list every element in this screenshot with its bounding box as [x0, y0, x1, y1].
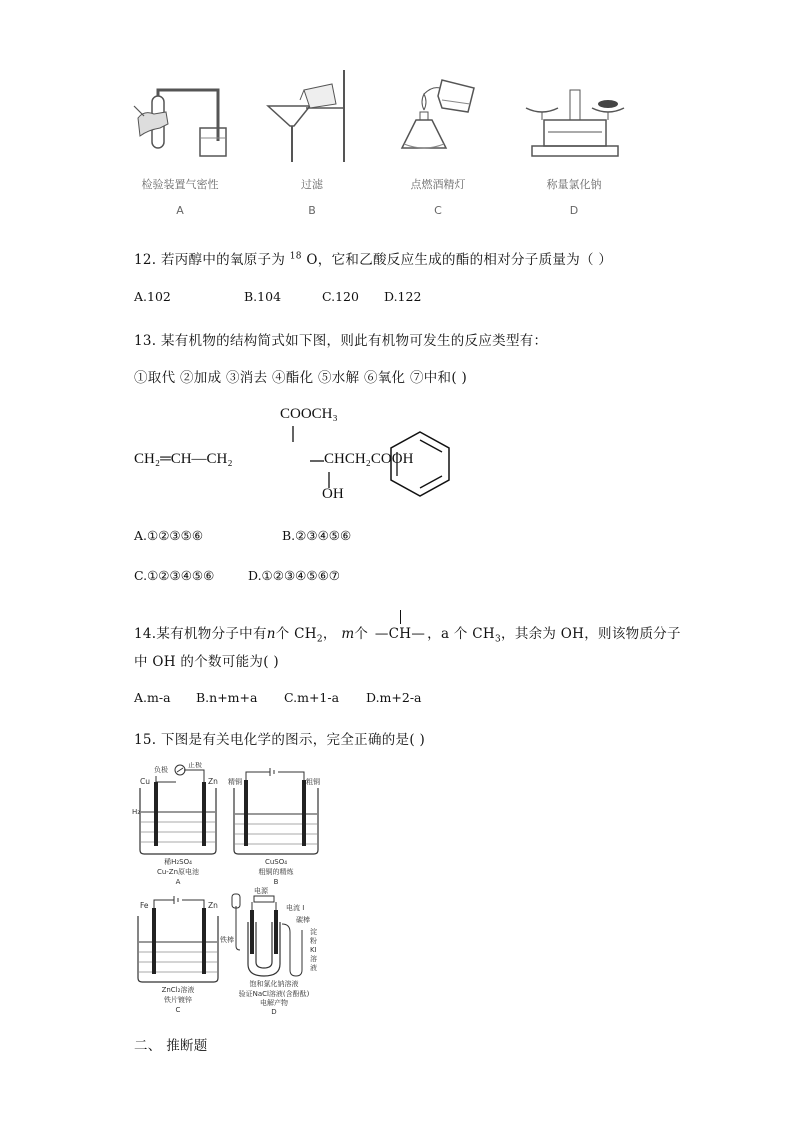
q14-part2: 个 CH	[275, 626, 317, 642]
q15-a-diagram	[128, 762, 228, 887]
q14-part4: 个	[354, 626, 369, 642]
q13-allyl-group: CH₂═CH—CH₂	[134, 451, 233, 467]
q15-d-carbon-label: 碳棒	[296, 916, 310, 924]
q15-b-diagram	[226, 762, 326, 887]
q13-oh-group: OH	[322, 486, 344, 502]
q12-isotope: 18	[289, 251, 302, 262]
q15-d-ki-2: 粉	[310, 937, 317, 945]
apparatus-a-letter: A	[176, 204, 184, 217]
q15-c-letter: C	[175, 1006, 181, 1014]
q15-d-iron-label: 铁棒	[220, 936, 234, 944]
apparatus-d-illustration	[520, 66, 630, 166]
q15-c-title: 铁片镀锌	[164, 996, 192, 1004]
q15-c-zn-label: Zn	[208, 901, 218, 910]
q15-d-line1: 饱和氯化钠溶液	[249, 980, 299, 988]
q14-option-d: D.m+2-a	[366, 690, 422, 705]
q13-option-a: A.①②③⑤⑥	[134, 528, 204, 543]
q15-d-line2: 验证NaCl溶液(含酚酞)	[238, 990, 310, 998]
q13-option-d: D.①②③④⑤⑥⑦	[248, 568, 340, 583]
q15-stem: 15. 下图是有关电化学的图示，完全正确的是( )	[134, 732, 426, 748]
q14-ch-up-bond	[400, 610, 401, 624]
q15-a-cu-label: Cu	[140, 777, 150, 786]
q13-option-c: C.①②③④⑤⑥	[134, 568, 215, 583]
section-2-title: 二、 推断题	[134, 1038, 208, 1054]
q14-m: m	[341, 626, 355, 642]
q14-part1: 14.某有机物分子中有	[134, 626, 267, 642]
q13-stem: 13. 某有机物的结构简式如下图，则此有机物可发生的反应类型有：	[134, 333, 548, 349]
apparatus-c-letter: C	[434, 204, 442, 217]
q14-option-c: C.m+1-a	[284, 690, 340, 705]
q12-option-d: D.122	[384, 289, 422, 304]
q15-d-diagram	[218, 884, 330, 1014]
q12-option-b: B.104	[244, 289, 282, 304]
q13-option-b: B.②③④⑤⑥	[282, 528, 352, 543]
q15-a-title: Cu-Zn原电池	[156, 868, 200, 876]
q15-d-line3: 电解产物	[260, 999, 288, 1007]
q15-c-solution: ZnCl₂溶液	[161, 986, 195, 994]
q15-figure	[128, 762, 328, 1012]
q14-part6: ，其余为 OH，则该物质分子	[501, 626, 681, 642]
q15-a-h2-label: H₂	[132, 808, 141, 816]
q15-b-title: 粗铜的精炼	[258, 868, 294, 876]
apparatus-a-illustration	[130, 66, 230, 166]
q14-stem-line1	[134, 622, 681, 645]
q12-stem-part2: O，它和乙酸反应生成的酯的相对分子质量为（ ）	[306, 252, 613, 268]
q12-option-c: C.120	[322, 289, 359, 304]
q15-b-letter: B	[273, 878, 279, 886]
q14-part3: ，	[322, 626, 337, 642]
q14-sub2: 2	[316, 634, 323, 645]
q15-c-fe-label: Fe	[140, 901, 149, 910]
q14-part5: ，a 个 CH	[427, 626, 495, 642]
q12-option-a: A.102	[134, 289, 171, 304]
q14-n: n	[266, 626, 276, 642]
q14-sub3: 3	[494, 634, 502, 645]
apparatus-c-caption: 点燃酒精灯	[410, 178, 466, 191]
q15-d-ki-1: 淀	[310, 928, 317, 936]
q15-d-current-label: 电流 I	[286, 904, 305, 912]
apparatus-b-illustration	[260, 66, 360, 166]
q13-side-chain: CHCH₂COOH	[324, 451, 414, 467]
apparatus-figure-row	[120, 64, 640, 224]
q12-stem	[134, 248, 612, 268]
q15-d-letter: D	[271, 1008, 277, 1014]
q15-a-pos-label: 正极	[188, 762, 202, 769]
apparatus-c-illustration	[382, 66, 492, 166]
q15-d-ki-5: 液	[310, 964, 317, 972]
q15-d-ki-4: 溶	[310, 955, 317, 963]
q15-a-letter: A	[175, 878, 181, 886]
apparatus-b-caption: 过滤	[301, 178, 323, 191]
q14-option-b: B.n+m+a	[196, 690, 258, 705]
apparatus-b-letter: B	[308, 204, 316, 217]
q14-option-a: A.m-a	[134, 690, 171, 705]
q15-c-diagram	[128, 890, 228, 1015]
q15-b-solution: CuSO₄	[264, 858, 288, 866]
q15-d-ki-3: KI	[310, 946, 317, 954]
bond-to-cooch3	[288, 426, 298, 442]
bond-to-side-chain	[310, 458, 324, 464]
q14-ch-group	[375, 626, 425, 642]
q15-b-left-label: 精铜	[228, 778, 242, 786]
q15-a-solution: 稀H₂SO₄	[164, 858, 192, 866]
apparatus-d-letter: D	[569, 204, 579, 217]
q14-ch-group-text: —CH—	[374, 626, 426, 642]
q13-structure	[130, 400, 450, 510]
q14-stem-line2: 中 OH 的个数可能为( )	[134, 654, 279, 670]
q13-reaction-types: ①取代 ②加成 ③消去 ④酯化 ⑤水解 ⑥氧化 ⑦中和( )	[134, 370, 468, 386]
apparatus-a-caption: 检验装置气密性	[141, 178, 219, 191]
q12-stem-part1: 12. 若丙醇中的氧原子为	[134, 252, 286, 268]
q15-a-neg-label: 负极	[154, 766, 168, 774]
q15-b-right-label: 粗铜	[306, 778, 320, 786]
q13-cooch3-group: COOCH₃	[280, 406, 338, 422]
q15-d-power-label: 电源	[254, 887, 268, 895]
q15-a-zn-label: Zn	[208, 777, 218, 786]
apparatus-d-caption: 称量氯化钠	[546, 178, 602, 191]
